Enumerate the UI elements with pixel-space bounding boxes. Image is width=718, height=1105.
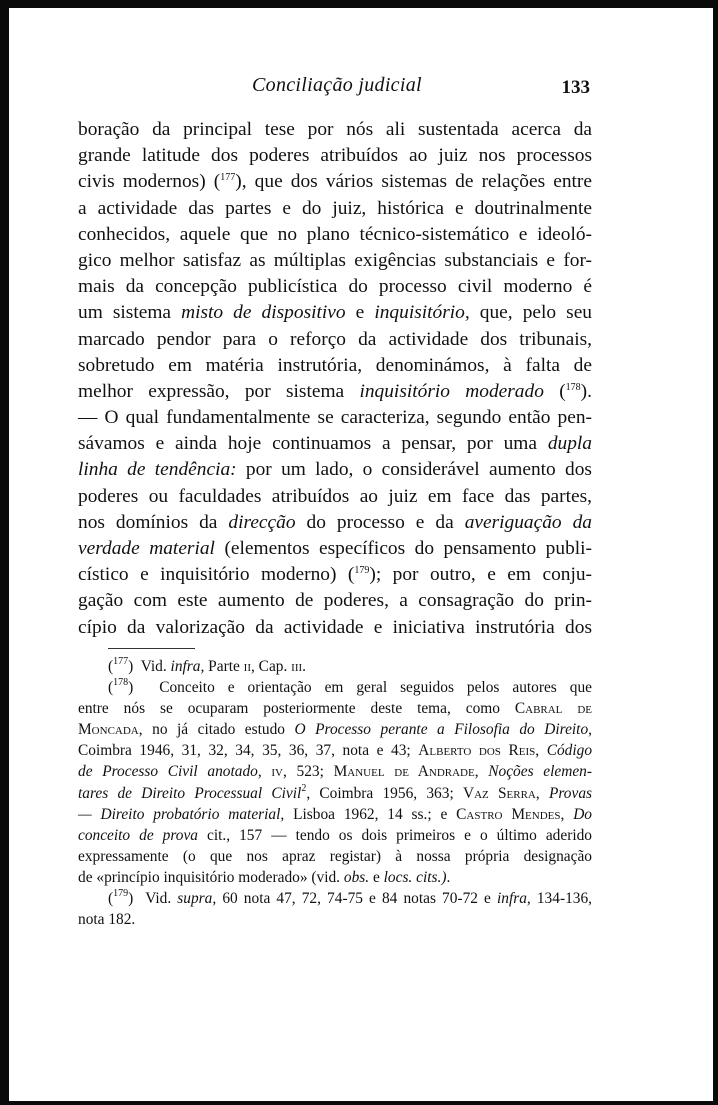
page-header	[78, 74, 590, 100]
footnote-line: Moncada, no já citado estudo O Processo perante a Filosofia do Direito,	[78, 721, 593, 739]
footnote-line: expressamente (o que nos apraz registar) à nossa própria designação	[78, 847, 592, 865]
footnote-line: de «princípio inquisitório moderado» (vid. obs. e locs. cits.).	[78, 868, 451, 886]
text-line: linha de tendência: por um lado, o considerável aumento dos	[78, 459, 592, 481]
footnote-line: de Processo Civil anotado, iv, 523; Manuel de Andrade, Noções elemen-	[78, 763, 592, 781]
text-line: a actividade das partes e do juiz, histórica e doutrinalmente	[78, 197, 592, 219]
text-line: sobretudo em matéria instrutória, denominámos, à falta de	[78, 354, 592, 376]
text-line: melhor expressão, por sistema inquisitório moderado ($^{178}$).	[78, 380, 592, 402]
text-line: boração da principal tese por nós ali sustentada acerca da	[78, 119, 592, 140]
footnote-179	[78, 888, 592, 930]
text-line: conhecidos, aquele que no plano técnico-sistemático e ideoló-	[78, 223, 592, 245]
footnote-177	[78, 656, 592, 677]
footnote-line: Coimbra 1946, 31, 32, 34, 35, 36, 37, nota e 43; Alberto dos Reis, Código	[78, 742, 593, 760]
text-line: gação com este aumento de poderes, a consagração do prin-	[78, 590, 592, 612]
footnote-separator	[108, 648, 195, 649]
footnote-178	[78, 677, 592, 888]
footnote-line: entre nós se ocuparam posteriormente deste tema, como Cabral de	[78, 700, 592, 718]
footnote-ref-178: 178	[565, 381, 581, 393]
footnote-line: nota 182.	[78, 911, 136, 929]
footnote-ref-177: 177	[220, 172, 236, 184]
text-line: gico melhor satisfaz as múltiplas exigências substanciais e for-	[78, 249, 592, 271]
text-line: um sistema misto de dispositivo e inquisitório, que, pelo seu	[78, 302, 592, 324]
footnote-line: ($^{177}$) Vid. infra, Parte ii, Cap. iii.	[108, 656, 307, 675]
running-title: Conciliação judicial	[252, 74, 422, 96]
footnote-line: tares de Direito Processual Civil$^2$, Coimbra 1956, 363; Vaz Serra, Provas	[78, 782, 592, 802]
page-number: 133	[561, 77, 590, 98]
text-line: sávamos e ainda hoje continuamos a pensar, por uma dupla	[78, 433, 592, 455]
text-line: — O qual fundamentalmente se caracteriza, segundo então pen-	[78, 407, 592, 429]
footnote-line: ($^{179}$) Vid. supra, 60 nota 47, 72, 74-75 e 84 notas 70-72 e infra, 134-136,	[108, 888, 593, 908]
footnote-line: — Direito probatório material, Lisboa 1962, 14 ss.; e Castro Mendes, Do	[78, 805, 592, 823]
text-line: grande latitude dos poderes atribuídos ao juiz nos processos	[78, 145, 592, 167]
text-line: nos domínios da direcção do processo e da averiguação da	[78, 511, 592, 533]
footnote-ref-179: 179	[354, 565, 370, 577]
text-line: mais da concepção publicística do processo civil moderno é	[78, 276, 592, 298]
footnote-line: ($^{178}$) Conceito e orientação em geral seguidos pelos autores que	[108, 677, 592, 697]
text-line: civis modernos) ($^{177}$), que dos vários sistemas de relações entre	[78, 171, 592, 193]
text-line: cípio da valorização da actividade e iniciativa instrutória dos	[78, 616, 592, 638]
text-line: verdade material (elementos específicos do pensamento publi-	[78, 538, 592, 559]
text-line: cístico e inquisitório moderno) ($^{179}$); por outro, e em conju-	[78, 564, 592, 586]
footnote-line: conceito de prova cit., 157 — tendo os dois primeiros e o último aderido	[78, 826, 592, 844]
main-paragraph	[78, 117, 592, 641]
text-line: marcado pendor para o reforço da actividade dos tribunais,	[78, 328, 592, 350]
text-line: poderes ou faculdades atribuídos ao juiz em face das partes,	[78, 485, 592, 507]
footnotes	[78, 656, 592, 930]
